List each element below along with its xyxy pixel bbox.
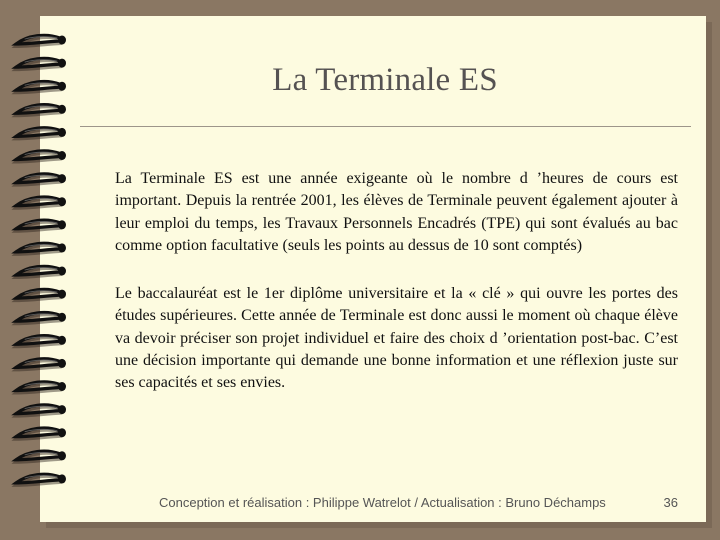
paragraph-baccalaureat-orientation: Le baccalauréat est le 1er diplôme universitaire et la « clé » qui ouvre les portes des études supérieures. Cette année de Terminale est donc aussi le moment où chaque élève va devoir préciser son projet individuel et faire des choix d ’orientation post-bac. C’est une décision importante qui demande une bonne information et une réflexion juste sur ses capacités et ses envies. bbox=[115, 285, 678, 392]
spiral-ring-icon bbox=[16, 313, 66, 324]
spiral-binding-icon bbox=[0, 0, 80, 540]
spiral-ring-icon bbox=[16, 289, 66, 300]
paragraph-terminale-workload: La Terminale ES est une année exigeante où le nombre d ’heures de cours est important. Depuis la rentrée 2001, les élèves de Terminale peuvent également ajouter à leur emploi du temps, les Travaux Personnels Encadrés (TPE) qui sont évalués au bac comme option facultative (seuls les points au dessus de 10 sont comptés) bbox=[115, 170, 678, 254]
slide-body bbox=[115, 168, 678, 395]
spiral-ring-icon bbox=[16, 266, 66, 277]
spiral-ring-icon bbox=[16, 151, 66, 162]
spiral-ring-icon bbox=[16, 82, 66, 93]
spiral-ring-icon bbox=[16, 174, 66, 185]
slide-title: La Terminale ES bbox=[272, 62, 498, 98]
title-divider bbox=[80, 126, 691, 127]
page-number: 36 bbox=[663, 495, 678, 510]
spiral-ring-icon bbox=[16, 336, 66, 347]
footer-credit: Conception et réalisation : Philippe Watrelot / Actualisation : Bruno Déchamps bbox=[159, 495, 606, 510]
spiral-ring-icon bbox=[16, 428, 66, 439]
spiral-ring-icon bbox=[16, 105, 66, 116]
spiral-ring-icon bbox=[16, 197, 66, 208]
spiral-ring-icon bbox=[16, 35, 66, 46]
spiral-ring-icon bbox=[16, 405, 66, 416]
slide-footer bbox=[115, 495, 678, 513]
spiral-ring-icon bbox=[16, 58, 66, 69]
spiral-ring-icon bbox=[16, 243, 66, 254]
spiral-ring-icon bbox=[16, 474, 66, 485]
spiral-ring-icon bbox=[16, 382, 66, 393]
spiral-ring-icon bbox=[16, 451, 66, 462]
spiral-ring-icon bbox=[16, 359, 66, 370]
spiral-ring-icon bbox=[16, 128, 66, 139]
spiral-ring-icon bbox=[16, 220, 66, 231]
